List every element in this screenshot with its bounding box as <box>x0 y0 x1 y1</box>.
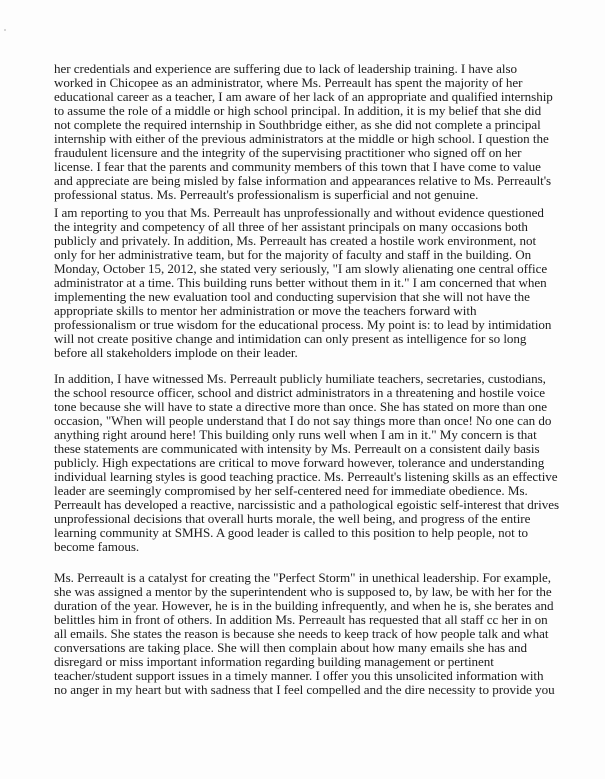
text-line: learning community at SMHS. A good leader is called to this position to help people, not to <box>54 525 529 540</box>
text-line: leader are seemingly compromised by her self-centered need for immediate obedience. Ms. <box>54 483 528 498</box>
text-line: license. I fear that the parents and community members of this town that I have come to value <box>54 159 541 174</box>
text-line: educational career as a teacher, I am aware of her lack of an appropriate and qualified internship <box>54 89 553 104</box>
text-line: professional status. Ms. Perreault's professionalism is superficial and not genuine. <box>54 187 479 202</box>
text-line: the school resource officer, school and district administrators in a threatening and hostile voice <box>54 385 546 400</box>
text-line: teacher/student support issues in a timely manner. I offer you this unsolicited information with <box>54 668 544 683</box>
paragraph-perfect-storm <box>54 571 599 697</box>
text-line: occasion, "When will people understand that I do not say things more than once! No one can do <box>54 413 552 428</box>
text-line: tone because she will have to state a directive more than once. She has stated on more than one <box>54 399 548 414</box>
text-line: before all stakeholders implode on their leader. <box>54 345 298 360</box>
text-line: internship with either of the previous administrators at the middle or high school. I question the <box>54 131 549 146</box>
text-line: Perreault has developed a reactive, narcissistic and a pathological egoistic self-interest that drives <box>54 497 560 512</box>
text-line: not complete the required internship in Southbridge either, as she did not complete a principal <box>54 117 541 132</box>
text-line: Monday, October 15, 2012, she stated very seriously, "I am slowly alienating one central office <box>54 261 548 276</box>
text-line: become famous. <box>54 539 140 554</box>
paragraph-credentials <box>54 62 599 202</box>
text-line: professionalism or true wisdom for the educational process. My point is: to lead by intimidation <box>54 317 552 332</box>
text-line: I am reporting to you that Ms. Perreault has unprofessionally and without evidence questioned <box>54 205 544 220</box>
text-line: individual learning styles is good teaching practice. Ms. Perreault's listening skills as an effective <box>54 469 558 484</box>
text-line: will not create positive change and intimidation can only present as intelligence for so long <box>54 331 527 346</box>
text-line: and appreciate are being misled by false information and appearances relative to Ms. Perreault's <box>54 173 552 188</box>
text-line: the integrity and competency of all three of her assistant principals on many occasions both <box>54 219 528 234</box>
text-line: belittles him in front of others. In addition Ms. Perreault has requested that all staff cc her in on <box>54 612 548 627</box>
text-line: she was assigned a mentor by the superintendent who is supposed to, by law, be with her for the <box>54 584 552 599</box>
text-line: no anger in my heart but with sadness that I feel compelled and the dire necessity to provide you <box>54 682 555 697</box>
text-line: her credentials and experience are suffering due to lack of leadership training. I have also <box>54 61 518 76</box>
text-line: conversations are taking place. She will then complain about how many emails she has and <box>54 640 528 655</box>
text-line: only for her administrative team, but for the majority of faculty and staff in the building. On <box>54 247 532 262</box>
text-line: implementing the new evaluation tool and conducting supervision that she will not have the <box>54 289 530 304</box>
text-line: appropriate skills to mentor her administration or move the teachers forward with <box>54 303 477 318</box>
text-line: administrator at a time. This building runs better without them in it." I am concerned that when <box>54 275 547 290</box>
text-line: to assume the role of a middle or high school principal. In addition, it is my belief that she did <box>54 103 542 118</box>
text-line: duration of the year. However, he is in the building infrequently, and when he is, she berates and <box>54 598 554 613</box>
text-line: worked in Chicopee as an administrator, where Ms. Perreault has spent the majority of her <box>54 75 523 90</box>
text-line: disregard or miss important information regarding building management or pertinent <box>54 654 494 669</box>
text-line: publicly and privately. In addition, Ms. Perreault has created a hostile work environment, not <box>54 233 537 248</box>
paragraph-witnessed <box>54 372 599 554</box>
text-line: publicly. High expectations are critical to move forward however, tolerance and understanding <box>54 455 545 470</box>
text-line: In addition, I have witnessed Ms. Perreault publicly humiliate teachers, secretaries, custodians, <box>54 371 546 386</box>
scan-speck <box>4 29 6 31</box>
text-line: unprofessional decisions that overall hurts morale, the well being, and progress of the entire <box>54 511 531 526</box>
paragraph-reporting <box>54 206 599 360</box>
text-line: all emails. She states the reason is because she needs to keep track of how people talk and what <box>54 626 549 641</box>
text-line: Ms. Perreault is a catalyst for creating the "Perfect Storm" in unethical leadership. For example, <box>54 570 552 585</box>
text-line: fraudulent licensure and the integrity of the supervising practitioner who signed off on her <box>54 145 522 160</box>
text-line: these statements are communicated with intensity by Ms. Perreault on a consistent daily basis <box>54 441 540 456</box>
text-line: anything right around here! This building only runs well when I am in it." My concern is that <box>54 427 537 442</box>
